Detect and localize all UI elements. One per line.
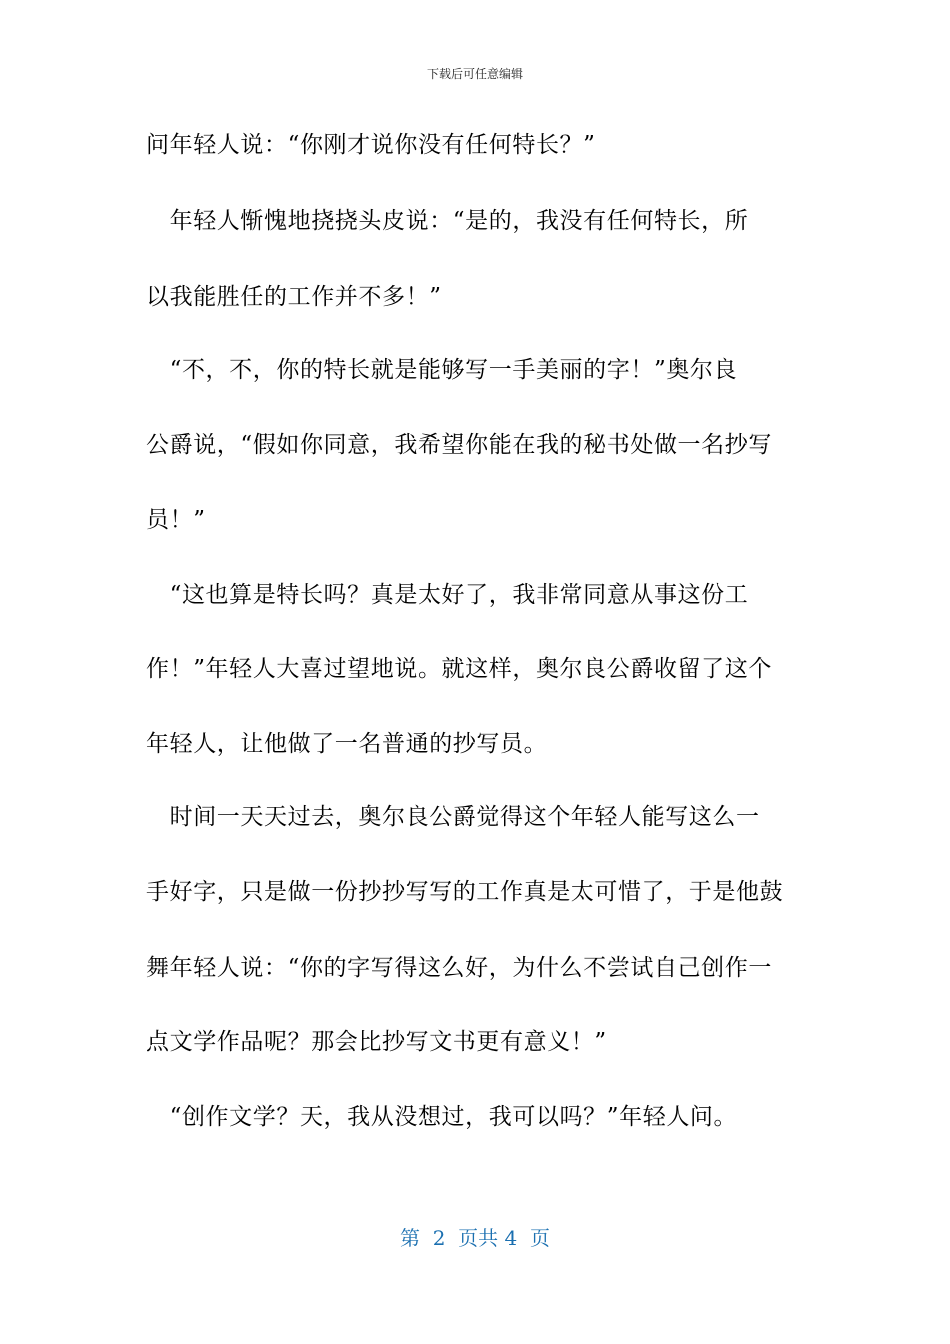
text-line: 作！”年轻人大喜过望地说。就这样，奥尔良公爵收留了这个 xyxy=(146,656,772,682)
text-line: 以我能胜任的工作并不多！” xyxy=(146,284,442,310)
text-line: 舞年轻人说：“你的字写得这么好，为什么不尝试自己创作一 xyxy=(146,955,772,981)
text-line: 员！” xyxy=(146,507,206,533)
text-line: “不，不，你的特长就是能够写一手美丽的字！”奥尔良 xyxy=(146,357,738,383)
text-line: “创作文学？天，我从没想过，我可以吗？”年轻人问。 xyxy=(146,1104,738,1130)
text-line: 年轻人，让他做了一名普通的抄写员。 xyxy=(146,731,548,757)
page-footer: 第 2 页共 4 页 xyxy=(400,1226,550,1250)
text-line: 时间一天天过去，奥尔良公爵觉得这个年轻人能写这么一 xyxy=(146,804,760,830)
text-line: 手好字，只是做一份抄抄写写的工作真是太可惜了，于是他鼓 xyxy=(146,879,784,905)
text-line: 公爵说，“假如你同意，我希望你能在我的秘书处做一名抄写 xyxy=(146,432,772,458)
text-line: “这也算是特长吗？真是太好了，我非常同意从事这份工 xyxy=(146,582,749,608)
text-line: 问年轻人说：“你刚才说你没有任何特长？” xyxy=(146,132,596,158)
text-line: 年轻人惭愧地挠挠头皮说：“是的，我没有任何特长，所 xyxy=(146,208,749,234)
text-line: 点文学作品呢？那会比抄写文书更有意义！” xyxy=(146,1029,607,1055)
page-header: 下载后可任意编辑 xyxy=(426,67,523,81)
